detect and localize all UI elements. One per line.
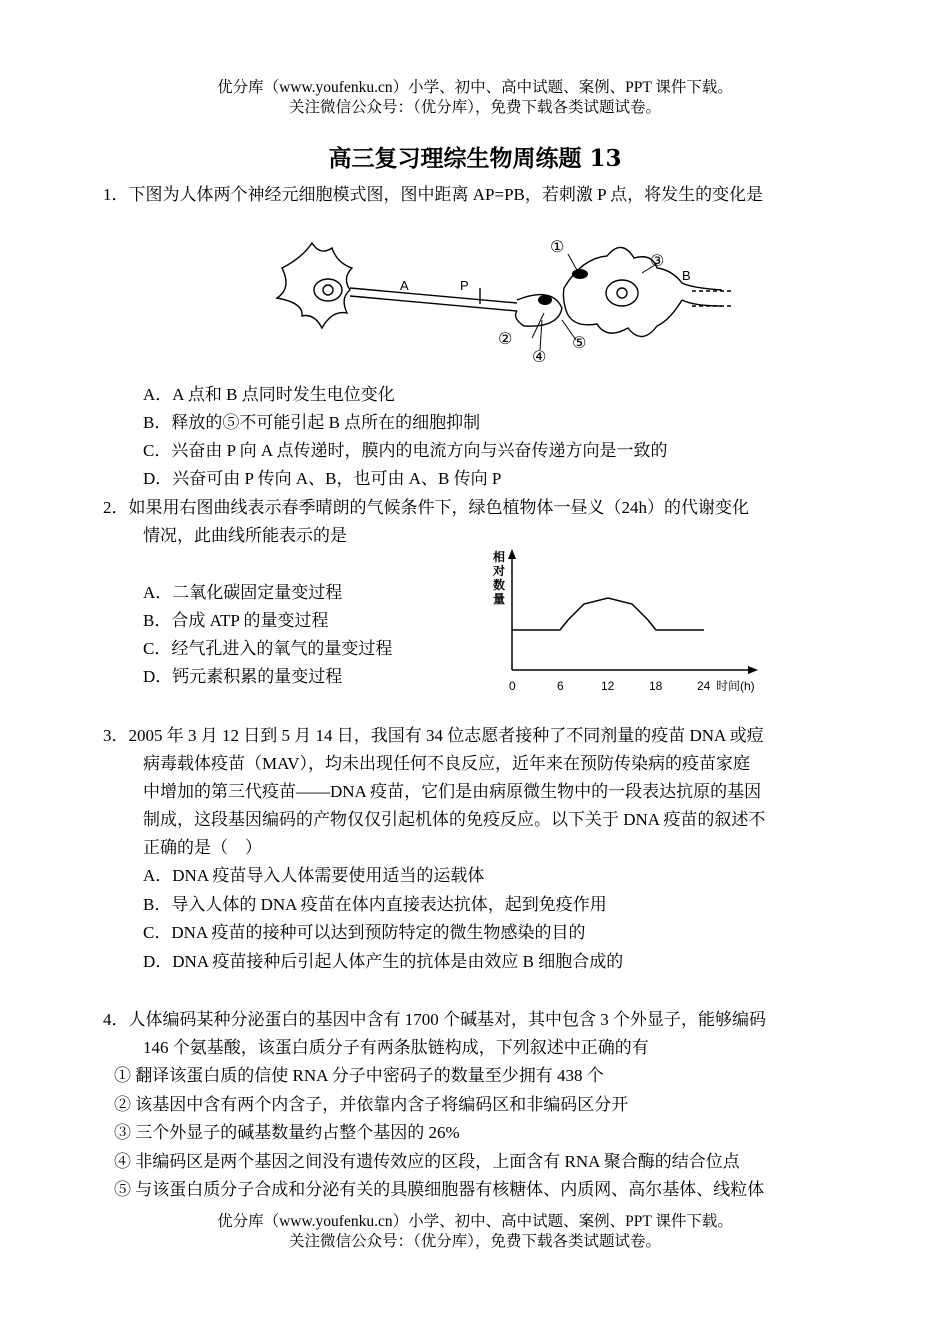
y-axis-label-char: 数 xyxy=(493,578,506,592)
label-B: B xyxy=(682,268,691,283)
x-tick-label: 12 xyxy=(601,679,615,693)
q3-line-5: 正确的是（ ） xyxy=(143,838,262,857)
neuron-diagram xyxy=(262,228,732,368)
q1-option-d: D．兴奋可由 P 传向 A、B，也可由 A、B 传向 P xyxy=(143,469,502,488)
x-tick-label: 18 xyxy=(649,679,663,693)
page-title: 高三复习理综生物周练题 13 xyxy=(328,145,622,172)
q2-stem-1: 2．如果用右图曲线表示春季晴朗的气候条件下，绿色植物体一昼义（24h）的代谢变化 xyxy=(103,498,749,517)
q4-item-3: ③ 三个外显子的碱基数量约占整个基因的 26% xyxy=(114,1123,460,1142)
q1-option-b: B．释放的⑤不可能引起 B 点所在的细胞抑制 xyxy=(143,413,481,432)
q1-option-a: A．A 点和 B 点同时发生电位变化 xyxy=(143,385,395,404)
label-2: ② xyxy=(498,331,513,348)
label-4: ④ xyxy=(532,349,547,366)
label-5: ⑤ xyxy=(572,335,587,352)
q1-stem: 1．下图为人体两个神经元细胞模式图，图中距离 AP=PB，若刺激 P 点，将发生的变化是 xyxy=(103,185,764,204)
q3-option-b: B．导入人体的 DNA 疫苗在体内直接表达抗体，起到免疫作用 xyxy=(143,895,607,914)
q2-option-d: D．钙元素积累的量变过程 xyxy=(143,667,343,686)
header-line-2: 关注微信公众号：（优分库），免费下载各类试题试卷。 xyxy=(288,99,661,116)
q3-line-4: 制成，这段基因编码的产物仅仅引起机体的免疫反应。以下关于 DNA 疫苗的叙述不 xyxy=(143,810,766,829)
x-axis-label: 时间(h) xyxy=(716,679,755,693)
metabolism-chart xyxy=(490,545,770,700)
q3-line-1: 3．2005 年 3 月 12 日到 5 月 14 日，我国有 34 位志愿者接种了不同剂量的疫苗 DNA 或痘 xyxy=(103,726,764,745)
q1-option-c: C．兴奋由 P 向 A 点传递时，膜内的电流方向与兴奋传递方向是一致的 xyxy=(143,441,668,460)
series-line xyxy=(512,598,704,630)
q4-item-5: ⑤ 与该蛋白质分子合成和分泌有关的具膜细胞器有核糖体、内质网、高尔基体、线粒体 xyxy=(114,1180,765,1199)
q2-option-b: B．合成 ATP 的量变过程 xyxy=(143,611,329,630)
q3-option-a: A．DNA 疫苗导入人体需要使用适当的运载体 xyxy=(143,866,485,885)
y-axis-arrow xyxy=(508,549,516,559)
q3-line-2: 病毒载体疫苗（MAV），均未出现任何不良反应，近年来在预防传染病的疫苗家庭 xyxy=(143,754,750,773)
q3-line-3: 中增加的第三代疫苗——DNA 疫苗，它们是由病原微生物中的一段表达抗原的基因 xyxy=(143,782,762,801)
q2-option-c: C．经气孔进入的氧气的量变过程 xyxy=(143,639,393,658)
label-1: ① xyxy=(550,239,565,256)
x-axis-arrow xyxy=(748,666,758,674)
q2-stem-2: 情况，此曲线所能表示的是 xyxy=(143,526,347,545)
x-tick-label: 6 xyxy=(557,679,564,693)
q4-item-2: ② 该基因中含有两个内含子，并依靠内含子将编码区和非编码区分开 xyxy=(114,1095,629,1114)
q3-option-d: D．DNA 疫苗接种后引起人体产生的抗体是由效应 B 细胞合成的 xyxy=(143,952,624,971)
label-A: A xyxy=(400,278,409,293)
footer-line-2: 关注微信公众号：（优分库），免费下载各类试题试卷。 xyxy=(288,1233,661,1250)
label-P: P xyxy=(460,278,469,293)
q4-item-1: ① 翻译该蛋白质的信使 RNA 分子中密码子的数量至少拥有 438 个 xyxy=(114,1066,604,1085)
q4-line-1: 4．人体编码某种分泌蛋白的基因中含有 1700 个碱基对，其中包含 3 个外显子，能够编码 xyxy=(103,1010,766,1029)
header-line-1: 优分库（www.youfenku.cn）小学、初中、高中试题、案例、PPT 课件下载。 xyxy=(217,79,733,96)
q4-line-2: 146 个氨基酸，该蛋白质分子有两条肽链构成，下列叙述中正确的有 xyxy=(143,1038,649,1057)
q4-item-4: ④ 非编码区是两个基因之间没有遗传效应的区段，上面含有 RNA 聚合酶的结合位点 xyxy=(114,1152,740,1171)
footer-line-1: 优分库（www.youfenku.cn）小学、初中、高中试题、案例、PPT 课件下载。 xyxy=(217,1213,733,1230)
q2-option-a: A．二氧化碳固定量变过程 xyxy=(143,583,343,602)
x-tick-label: 24 xyxy=(697,679,711,693)
x-tick-label: 0 xyxy=(509,679,516,693)
label-3: ③ xyxy=(650,253,665,270)
q3-option-c: C．DNA 疫苗的接种可以达到预防特定的微生物感染的目的 xyxy=(143,923,586,942)
y-axis-label-char: 对 xyxy=(493,564,506,578)
y-axis-label-char: 量 xyxy=(493,592,506,606)
y-axis-label-char: 相 xyxy=(493,550,506,564)
